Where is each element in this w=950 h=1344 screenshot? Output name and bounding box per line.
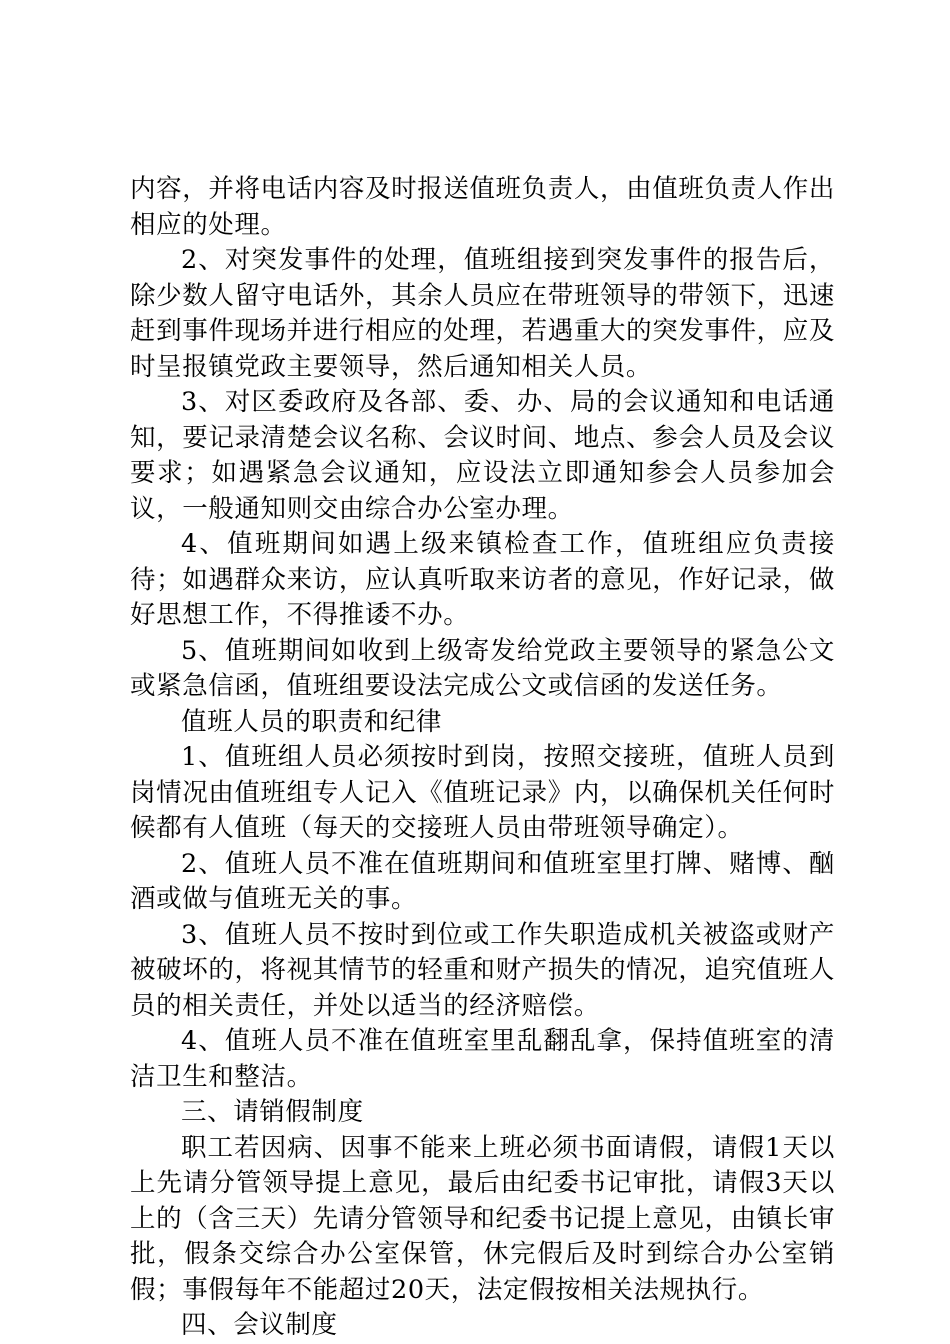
paragraph-on-time: 1、值班组人员必须按时到岗，按照交接班，值班人员到岗情况由值班组专人记入《值班记录》内，以确保机关任何时候都有人值班（每天的交接班人员由带班领导确定）。: [130, 742, 835, 843]
paragraph-continuation: 内容，并将电话内容及时报送值班负责人，由值班负责人作出相应的处理。: [130, 174, 835, 240]
paragraph-urgent-documents: 5、值班期间如收到上级寄发给党政主要领导的紧急公文或紧急信函，值班组要设法完成公文或信函的发送任务。: [130, 635, 835, 701]
document-body: [130, 172, 835, 1344]
paragraph-leave-rules: 职工若因病、因事不能来上班必须书面请假，请假1天以上先请分管领导提上意见，最后由纪委书记审批，请假3天以上的（含三天）先请分管领导和纪委书记提上意见，由镇长审批，假条交综合办公室保管，休完假后及时到综合办公室销假；事假每年不能超过20天，法定假按相关法规执行。: [130, 1132, 835, 1305]
paragraph-cleanliness: 4、值班人员不准在值班室里乱翻乱拿，保持值班室的清洁卫生和整洁。: [130, 1026, 835, 1092]
section-heading-leave: 三、请销假制度: [181, 1097, 364, 1127]
paragraph-responsibility: 3、值班人员不按时到位或工作失职造成机关被盗或财产被破坏的，将视其情节的轻重和财产损失的情况，追究值班人员的相关责任，并处以适当的经济赔偿。: [130, 919, 835, 1021]
section-heading-meeting: 四、会议制度: [181, 1310, 338, 1340]
paragraph-meeting-notice: 3、对区委政府及各部、委、办、局的会议通知和电话通知，要记录清楚会议名称、会议时间、地点、参会人员及会议要求；如遇紧急会议通知，应设法立即通知参会人员参加会议，一般通知则交由综合办公室办理。: [130, 387, 835, 524]
paragraph-emergency-handling: 2、对突发事件的处理，值班组接到突发事件的报告后，除少数人留守电话外，其余人员应在带班领导的带领下，迅速赶到事件现场并进行相应的处理，若遇重大的突发事件，应及时呈报镇党政主要领导，然后通知相关人员。: [130, 245, 835, 382]
paragraph-no-gambling: 2、值班人员不准在值班期间和值班室里打牌、赌博、酗酒或做与值班无关的事。: [130, 848, 835, 914]
section-heading-duty-staff: 值班人员的职责和纪律: [181, 706, 443, 737]
paragraph-inspection-visit: 4、值班期间如遇上级来镇检查工作，值班组应负责接待；如遇群众来访，应认真听取来访者的意见，作好记录，做好思想工作，不得推诿不办。: [130, 529, 835, 630]
